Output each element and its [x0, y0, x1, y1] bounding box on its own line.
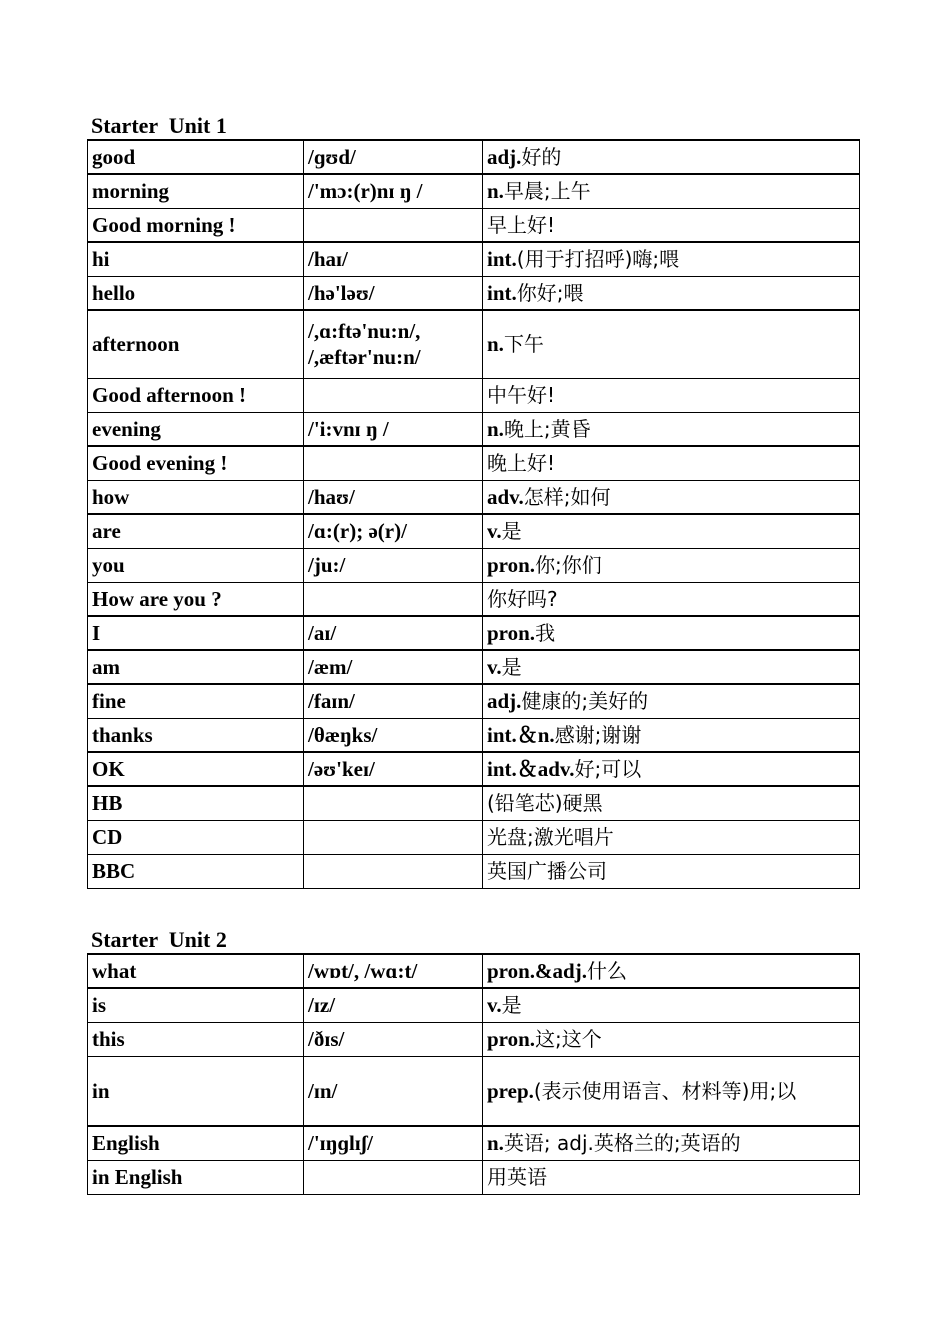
part-of-speech: adv.: [487, 484, 524, 509]
table-row: [88, 854, 860, 888]
part-of-speech: int.: [487, 247, 517, 272]
part-of-speech: adj.: [487, 145, 522, 169]
meaning-cell: [483, 786, 860, 820]
meaning-cell: [483, 820, 860, 854]
chinese-meaning: (表示使用语言、材料等)用;以: [533, 1078, 797, 1103]
table-row: [88, 752, 860, 786]
meaning-cell: [483, 208, 860, 242]
meaning-cell: [483, 276, 860, 310]
phonetic-cell: [304, 1160, 483, 1194]
table-row: [88, 412, 860, 446]
chinese-meaning: 英语; adj.英格兰的;英语的: [503, 1131, 741, 1156]
chinese-meaning: 中午好!: [487, 383, 556, 407]
phonetic-cell: [304, 378, 483, 412]
part-of-speech: n.: [487, 1131, 504, 1156]
table-row: [88, 718, 860, 752]
meaning-cell: [483, 650, 860, 684]
part-of-speech: v.: [487, 993, 502, 1018]
chinese-meaning: 好;可以: [574, 757, 642, 781]
word-cell: Good evening !: [88, 446, 304, 480]
phonetic-cell: [304, 854, 483, 888]
phonetic-cell: [304, 786, 483, 820]
table-row: [88, 208, 860, 242]
chinese-meaning: 英国广播公司: [487, 859, 607, 883]
vocab-table: [87, 953, 860, 1195]
phonetic-cell: /'mɔ:(r)nɪ ŋ /: [304, 174, 483, 208]
word-cell: this: [88, 1022, 304, 1056]
chinese-meaning: (用于打招呼)嗨;喂: [516, 247, 680, 272]
table-row: [88, 310, 860, 378]
chinese-meaning: 感谢;谢谢: [554, 722, 642, 747]
word-cell: good: [88, 140, 304, 174]
meaning-cell: [483, 310, 860, 378]
word-cell: fine: [88, 684, 304, 718]
meaning-cell: [483, 378, 860, 412]
chinese-meaning: 晚上;黄昏: [503, 416, 591, 441]
chinese-meaning: 是: [501, 519, 522, 544]
meaning-cell: [483, 752, 860, 786]
meaning-cell: [483, 616, 860, 650]
phonetic-cell: /ɑ:(r); ə(r)/: [304, 514, 483, 548]
chinese-meaning: (铅笔芯)硬黑: [487, 791, 603, 816]
chinese-meaning: 是: [501, 993, 522, 1018]
meaning-cell: [483, 718, 860, 752]
table-row: [88, 820, 860, 854]
phonetic-cell: [304, 582, 483, 616]
part-of-speech: int.＆n.: [487, 722, 555, 747]
word-cell: hello: [88, 276, 304, 310]
chinese-meaning: 晚上好!: [487, 451, 556, 476]
unit-title: Starter Unit 2: [91, 927, 227, 952]
part-of-speech: prep.: [487, 1078, 534, 1103]
table-row: [88, 616, 860, 650]
phonetic-cell: /,ɑ:ftə'nu:n/, /,æftər'nu:n/: [304, 310, 483, 378]
word-cell: English: [88, 1126, 304, 1160]
part-of-speech: pron.: [487, 553, 536, 577]
word-cell: OK: [88, 752, 304, 786]
meaning-cell: [483, 684, 860, 718]
unit-2-rows: [88, 954, 860, 1194]
part-of-speech: int.＆adv.: [487, 757, 575, 781]
phonetic-cell: /ɪn/: [304, 1056, 483, 1126]
unit-1-section: [87, 113, 859, 889]
phonetic-cell: [304, 820, 483, 854]
word-cell: how: [88, 480, 304, 514]
word-cell: are: [88, 514, 304, 548]
word-cell: Good afternoon !: [88, 378, 304, 412]
chinese-meaning: 什么: [586, 959, 627, 983]
part-of-speech: pron.: [487, 1027, 536, 1051]
phonetic-cell: /ju:/: [304, 548, 483, 582]
chinese-meaning: 我: [535, 621, 556, 645]
part-of-speech: n.: [487, 179, 504, 204]
word-cell: in: [88, 1056, 304, 1126]
part-of-speech: int.: [487, 280, 517, 305]
meaning-cell: [483, 548, 860, 582]
phonetic-cell: /æm/: [304, 650, 483, 684]
table-row: [88, 174, 860, 208]
table-row: [88, 378, 860, 412]
word-cell: morning: [88, 174, 304, 208]
word-cell: you: [88, 548, 304, 582]
phonetic-cell: /'ɪŋɡlɪʃ/: [304, 1126, 483, 1160]
phonetic-cell: /ɪz/: [304, 988, 483, 1022]
phonetic-cell: /wɒt/, /wɑ:t/: [304, 954, 483, 988]
meaning-cell: [483, 412, 860, 446]
meaning-cell: [483, 988, 860, 1022]
part-of-speech: adj.: [487, 689, 522, 714]
unit-1-rows: [88, 140, 860, 888]
table-row: [88, 1160, 860, 1194]
meaning-cell: [483, 446, 860, 480]
phonetic-cell: /θæŋks/: [304, 718, 483, 752]
table-row: [88, 582, 860, 616]
table-row: [88, 1022, 860, 1056]
table-row: [88, 140, 860, 174]
chinese-meaning: 健康的;美好的: [521, 689, 649, 714]
meaning-cell: [483, 174, 860, 208]
word-cell: what: [88, 954, 304, 988]
table-row: [88, 1056, 860, 1126]
table-row: [88, 514, 860, 548]
phonetic-cell: /hə'ləʊ/: [304, 276, 483, 310]
table-row: [88, 786, 860, 820]
part-of-speech: v.: [487, 655, 502, 679]
chinese-meaning: 早上好!: [487, 212, 556, 237]
meaning-cell: [483, 854, 860, 888]
word-cell: HB: [88, 786, 304, 820]
word-cell: evening: [88, 412, 304, 446]
phonetic-cell: /haʊ/: [304, 480, 483, 514]
chinese-meaning: 好的: [521, 145, 562, 169]
part-of-speech: v.: [487, 519, 502, 544]
meaning-cell: [483, 514, 860, 548]
word-cell: I: [88, 616, 304, 650]
word-cell: thanks: [88, 718, 304, 752]
chinese-meaning: 你;你们: [535, 553, 602, 577]
table-row: [88, 276, 860, 310]
word-cell: BBC: [88, 854, 304, 888]
word-cell: hi: [88, 242, 304, 276]
chinese-meaning: 用英语: [487, 1165, 547, 1189]
meaning-cell: [483, 1056, 860, 1126]
part-of-speech: pron.&adj.: [487, 959, 587, 983]
meaning-cell: [483, 582, 860, 616]
phonetic-cell: /'i:vnɪ ŋ /: [304, 412, 483, 446]
word-cell: How are you ?: [88, 582, 304, 616]
part-of-speech: n.: [487, 332, 504, 357]
chinese-meaning: 你好;喂: [516, 280, 584, 305]
chinese-meaning: 下午: [503, 332, 544, 357]
unit-title: Starter Unit 1: [91, 113, 227, 138]
phonetic-cell: [304, 208, 483, 242]
word-cell: Good morning !: [88, 208, 304, 242]
chinese-meaning: 这;这个: [535, 1027, 602, 1051]
table-row: [88, 480, 860, 514]
phonetic-cell: /əʊ'keɪ/: [304, 752, 483, 786]
phonetic-cell: [304, 446, 483, 480]
word-cell: CD: [88, 820, 304, 854]
chinese-meaning: 你好吗?: [487, 586, 558, 611]
chinese-meaning: 早晨;上午: [503, 179, 591, 204]
meaning-cell: [483, 954, 860, 988]
phonetic-cell: /faɪn/: [304, 684, 483, 718]
phonetic-cell: /aɪ/: [304, 616, 483, 650]
chinese-meaning: 怎样;如何: [523, 484, 611, 509]
table-row: [88, 1126, 860, 1160]
meaning-cell: [483, 140, 860, 174]
table-row: [88, 548, 860, 582]
table-row: [88, 988, 860, 1022]
chinese-meaning: 是: [501, 655, 522, 679]
meaning-cell: [483, 480, 860, 514]
table-row: [88, 684, 860, 718]
meaning-cell: [483, 1022, 860, 1056]
table-row: [88, 954, 860, 988]
table-row: [88, 446, 860, 480]
meaning-cell: [483, 1126, 860, 1160]
word-cell: am: [88, 650, 304, 684]
part-of-speech: pron.: [487, 621, 536, 645]
table-row: [88, 650, 860, 684]
table-row: [88, 242, 860, 276]
word-cell: is: [88, 988, 304, 1022]
phonetic-cell: /ðɪs/: [304, 1022, 483, 1056]
meaning-cell: [483, 1160, 860, 1194]
phonetic-cell: /ɡʊd/: [304, 140, 483, 174]
chinese-meaning: 光盘;激光唱片: [487, 825, 614, 849]
word-cell: afternoon: [88, 310, 304, 378]
vocab-table: [87, 139, 860, 889]
phonetic-cell: /haɪ/: [304, 242, 483, 276]
meaning-cell: [483, 242, 860, 276]
word-cell: in English: [88, 1160, 304, 1194]
unit-2-section: [87, 927, 859, 1195]
part-of-speech: n.: [487, 416, 504, 441]
